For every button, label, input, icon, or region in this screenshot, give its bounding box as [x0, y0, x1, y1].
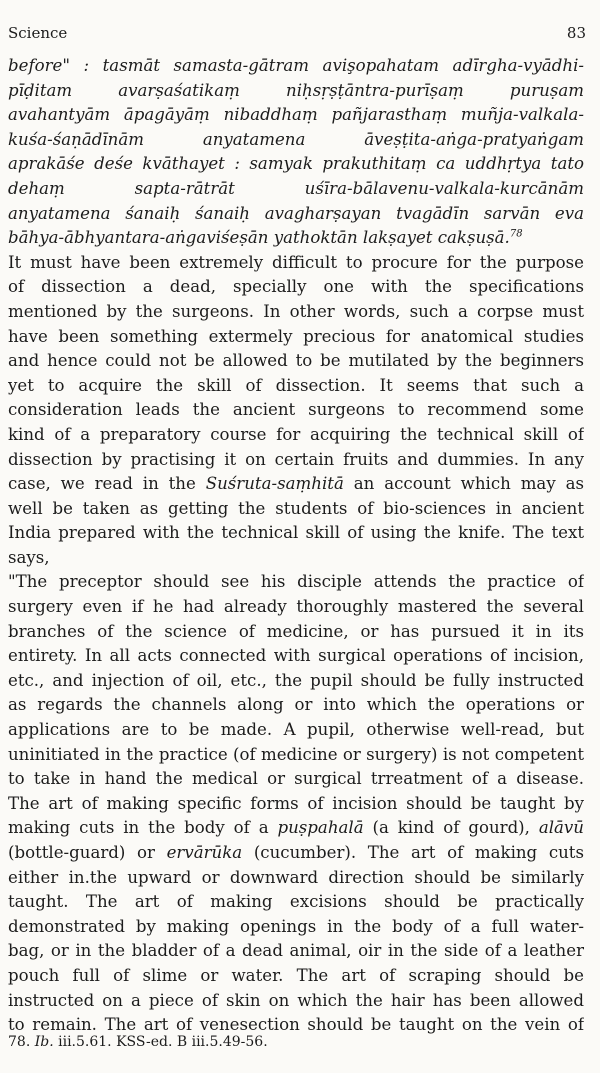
text-line: It must have been extremely difficult to procure for the purpose — [8, 252, 584, 272]
text-line: consideration leads the ancient surgeons to recommend some — [8, 400, 584, 420]
text-line: says, — [8, 547, 50, 567]
text-line: yet to acquire the skill of dissection. It seems that such a — [8, 375, 584, 395]
body-text — [8, 54, 584, 1038]
quote-line: anyatamena śanaiḥ śanaiḥ avagharṣayan tvagādīn sarvān eva — [8, 203, 584, 223]
text-line: uninitiated in the practice (of medicine or surgery) is not competent — [8, 744, 584, 764]
sanskrit-term: puṣpahalā — [277, 818, 364, 838]
text-line: of dissection a dead, specially one with the specifications — [8, 277, 584, 297]
text-line: taught. The art of making excisions should be practically — [8, 892, 584, 912]
text-line: branches of the science of medicine, or has pursued it in its — [8, 621, 584, 641]
english-quotation — [8, 570, 584, 1037]
quote-line — [8, 226, 584, 251]
text-line: etc., and injection of oil, etc., the pupil should be fully instructed — [8, 670, 584, 690]
running-header — [8, 24, 586, 44]
text-line: The art of making specific forms of incision should be taught by — [8, 793, 584, 813]
text-line: "The preceptor should see his disciple attends the practice of — [8, 572, 584, 592]
text-line: surgery even if he had already thoroughly mastered the several — [8, 597, 584, 617]
text-line: entirety. In all acts connected with surgical operations of incision, — [8, 646, 584, 666]
book-page — [6, 0, 586, 1073]
footnote-ibid: Ib. — [34, 1034, 54, 1050]
text-span: (bottle-guard) or — [8, 843, 167, 862]
quote-line: dehaṃ sapta-rātrāt uśīra-bālavenu-valkala-kurcānām — [8, 178, 584, 198]
text-line: either in.the upward or downward direction should be similarly — [8, 867, 584, 887]
text-line — [8, 841, 584, 866]
quote-line-text: bāhya-ābhyantara-aṅgaviśeṣān yathoktān lakṣayet cakṣuṣā. — [8, 228, 510, 248]
quote-line: pīḍitam avarṣaśatikaṃ niḥsṛṣṭāntra-purīṣaṃ puruṣam — [8, 80, 584, 100]
text-line: pouch full of slime or water. The art of scraping should be — [8, 965, 584, 985]
text-line — [8, 816, 584, 841]
text-line — [8, 472, 584, 497]
text-span: (cucumber). The art of making cuts — [242, 843, 584, 862]
quote-line: kuśa-śaṇādīnām anyatamena āveṣṭita-aṅga-pratyaṅgam — [8, 129, 584, 149]
text-line: demonstrated by making openings in the body of a full water- — [8, 916, 584, 936]
quote-line: aprakāśe deśe kvāthayet : samyak prakuthitaṃ ca uddhṛtya tato — [8, 154, 584, 174]
text-line: and hence could not be allowed to be mutilated by the beginners — [8, 351, 584, 371]
text-span: case, we read in the — [8, 474, 206, 494]
text-line: bag, or in the bladder of a dead animal, oir in the side of a leather — [8, 941, 584, 961]
text-line: mentioned by the surgeons. In other words, such a corpse must — [8, 301, 584, 321]
text-line: well be taken as getting the students of bio-sciences in ancient — [8, 498, 584, 518]
footnote-reference: 78 — [509, 228, 523, 240]
text-span: making cuts in the body of a — [8, 818, 278, 838]
footnote-number: 78. — [8, 1034, 31, 1050]
text-line: to remain. The art of venesection should be taught on the vein of — [8, 1015, 584, 1035]
work-title: Suśruta-saṃhitā — [205, 474, 344, 494]
sanskrit-quotation — [8, 54, 584, 251]
text-line: applications are to be made. A pupil, otherwise well-read, but — [8, 720, 584, 740]
text-line: dissection by practising it on certain fruits and dummies. In any — [8, 449, 584, 469]
text-line: kind of a preparatory course for acquiring the technical skill of — [8, 424, 584, 444]
sanskrit-term: ervārūka — [166, 843, 243, 862]
text-span: (a kind of gourd), — [363, 818, 539, 838]
quote-line: before" : tasmāt samasta-gātram avişopahatam adīrgha-vyādhi- — [8, 56, 584, 75]
section-title: Science — [8, 24, 68, 42]
text-line: to take in hand the medical or surgical trreatment of a disease. — [8, 769, 584, 789]
footnote-text: iii.5.61. KSS-ed. B iii.5.49-56. — [53, 1034, 268, 1050]
page-number: 83 — [566, 24, 586, 42]
quote-line: avahantyām āpagāyāṃ nibaddhaṃ pañjarasthaṃ muñja-valkala- — [8, 105, 584, 125]
text-span: an account which may as — [343, 474, 584, 494]
text-line: India prepared with the technical skill of using the knife. The text — [8, 523, 584, 543]
paragraph — [8, 251, 584, 571]
footnote — [8, 1034, 268, 1050]
text-line: have been something extermely precious for anatomical studies — [8, 326, 584, 346]
text-line: as regards the channels along or into which the operations or — [8, 695, 584, 715]
text-line: instructed on a piece of skin on which the hair has been allowed — [8, 990, 584, 1010]
sanskrit-term: alāvū — [538, 818, 584, 838]
